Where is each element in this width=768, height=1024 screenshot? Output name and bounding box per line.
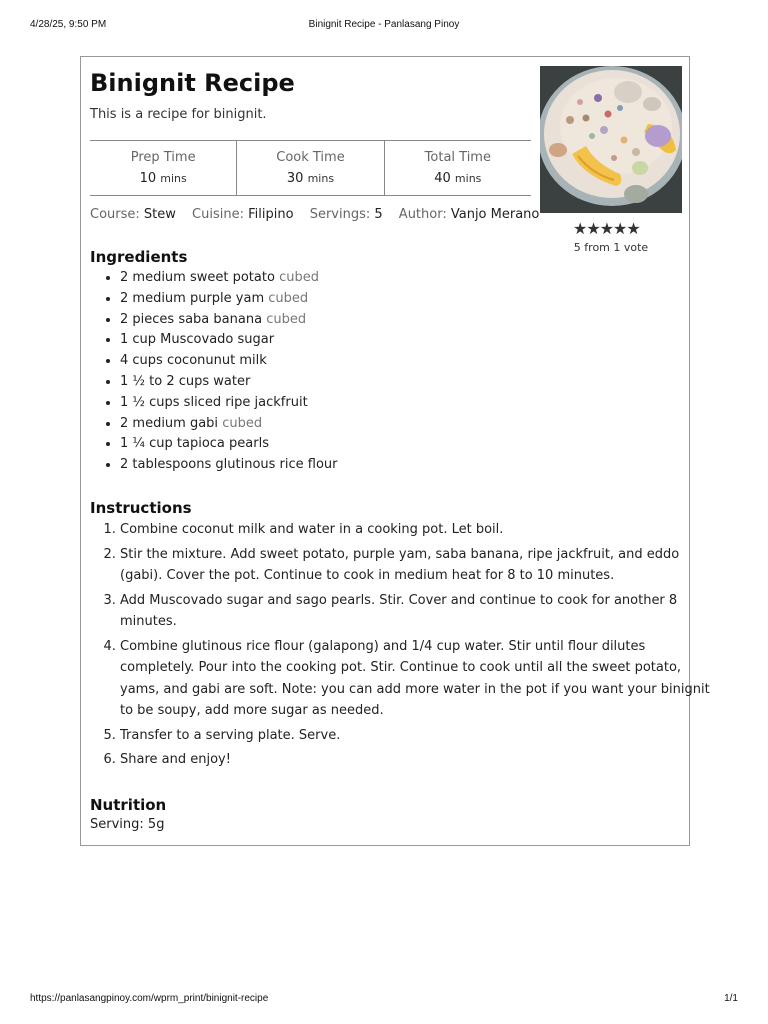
instruction-step: 3. Add Muscovado sugar and sago pearls. Stir. Cover and continue to cook for another 8 minutes. (120, 590, 710, 633)
total-time-value: 40 (434, 171, 451, 186)
author: Author: Vanjo Merano (398, 207, 540, 222)
instructions-list (90, 519, 710, 774)
ingredient-item: • 2 medium purple yam cubed (120, 289, 338, 310)
binignit-photo (540, 66, 682, 213)
nutrition-serving: Serving: 5g (90, 817, 165, 832)
prep-time-unit: mins (160, 172, 187, 185)
ingredients-heading: Ingredients (90, 248, 188, 266)
ingredient-item: • 2 medium sweet potato cubed (120, 268, 338, 289)
recipe-summary: This is a recipe for binignit. (90, 107, 267, 122)
rating-stars[interactable]: ★★★★★ (573, 219, 640, 238)
instructions-heading: Instructions (90, 499, 192, 517)
nutrition-heading: Nutrition (90, 796, 167, 814)
print-page-title: Binignit Recipe - Panlasang Pinoy (308, 19, 460, 30)
instruction-step: 4. Combine glutinous rice flour (galapong) and 1/4 cup water. Stir until flour dilutes completely. Pour into the cooking pot. Stir. Continue to cook until all the sweet potato, yams, and gabi are soft. Note: you can add more water in the pot if you want your binignit to be soupy, add more sugar as needed. (120, 636, 710, 722)
total-time-label: Total Time (424, 150, 491, 165)
cook-time-unit: mins (307, 172, 335, 185)
print-page-number: 1/1 (724, 993, 738, 1004)
recipe-card (80, 56, 710, 846)
ingredient-item: • 2 tablespoons glutinous rice flour (120, 455, 338, 476)
ingredient-item: • 1 ½ cups sliced ripe jackfruit (120, 393, 338, 414)
prep-time-value: 10 (139, 171, 157, 186)
ingredient-item: • 2 medium gabi cubed (120, 414, 338, 435)
recipe-title: Binignit Recipe (90, 69, 295, 97)
recipe-meta (90, 207, 551, 222)
cuisine: Cuisine: Filipino (192, 207, 294, 222)
course: Course: Stew (90, 207, 176, 222)
instruction-step: 2. Stir the mixture. Add sweet potato, purple yam, saba banana, ripe jackfruit, and eddo (gabi). Cover the pot. Continue to cook in medium heat for 8 to 10 minutes. (120, 544, 710, 587)
ingredient-item: • 1 ½ to 2 cups water (120, 372, 338, 393)
total-time (384, 141, 531, 195)
instruction-step: 6. Share and enjoy! (120, 749, 710, 771)
prep-time (90, 141, 236, 195)
ingredient-item: • 1 ¼ cup tapioca pearls (120, 434, 338, 455)
print-date: 4/28/25, 9:50 PM (30, 19, 107, 30)
ingredient-item: • 2 pieces saba banana cubed (120, 310, 338, 331)
ingredient-item: • 4 cups coconunut milk (120, 351, 338, 372)
instruction-step: 1. Combine coconut milk and water in a cooking pot. Let boil. (120, 519, 710, 541)
cook-time (236, 141, 383, 195)
servings: Servings: 5 (309, 207, 383, 222)
recipe-times (90, 140, 531, 196)
total-time-unit: mins (454, 172, 482, 185)
cook-time-label: Cook Time (276, 150, 345, 165)
recipe-photo (540, 66, 682, 213)
print-url: https://panlasangpinoy.com/wprm_print/binignit-recipe (30, 993, 269, 1004)
ingredients-list (90, 268, 338, 476)
prep-time-label: Prep Time (130, 150, 196, 165)
cook-time-value: 30 (286, 171, 304, 186)
ingredient-item: • 1 cup Muscovado sugar (120, 330, 338, 351)
instruction-step: 5. Transfer to a serving plate. Serve. (120, 725, 710, 747)
rating-text: 5 from 1 vote (573, 241, 649, 254)
